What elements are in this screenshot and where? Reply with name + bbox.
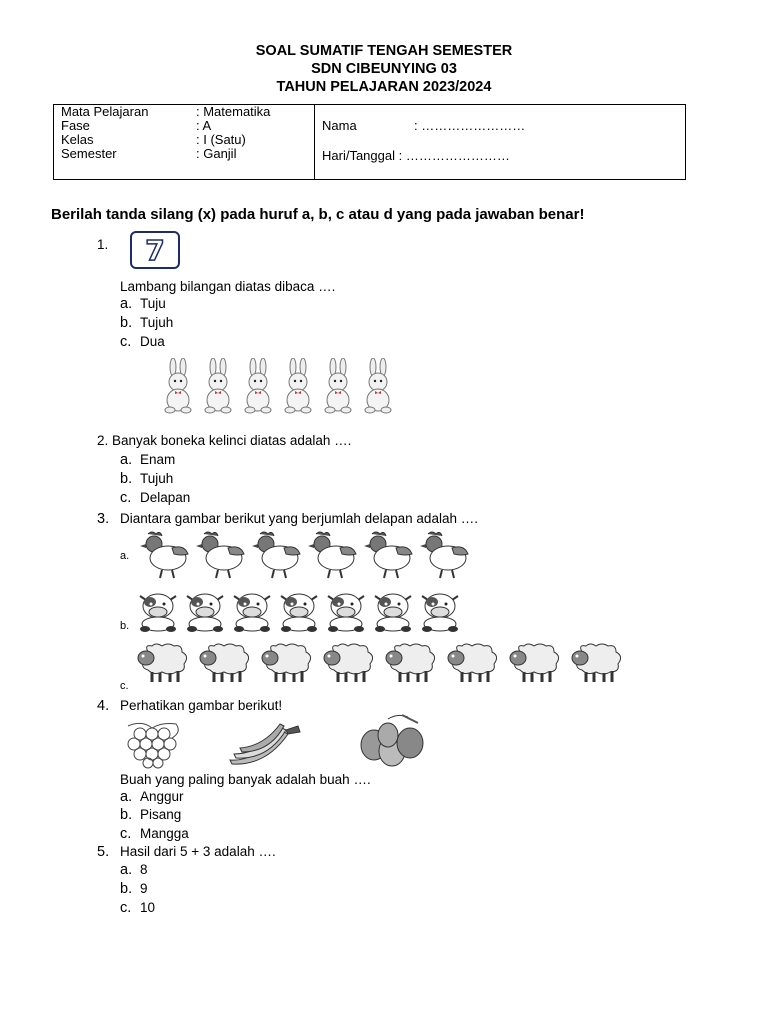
nama-label: Nama xyxy=(322,118,357,133)
sheep-icon xyxy=(384,642,440,686)
sheep-icon xyxy=(198,642,254,686)
q3-question xyxy=(97,510,478,528)
kelas-value: : I (Satu) xyxy=(196,132,246,147)
hari-value: : …………………… xyxy=(398,148,510,163)
chicken-icon xyxy=(250,530,302,580)
nama-value: : …………………… xyxy=(414,118,526,133)
info-left-cell xyxy=(54,105,315,180)
q3-label-c[interactable]: c. xyxy=(120,680,129,692)
sheep-icon xyxy=(322,642,378,686)
chicken-icon xyxy=(138,530,190,580)
q4-number: 4. xyxy=(97,698,110,714)
cow-icon xyxy=(277,590,321,632)
q5-option-b[interactable]: b. 9 xyxy=(120,881,148,897)
sheep-row[interactable] xyxy=(136,642,628,690)
q4-option-a[interactable]: a. Anggur xyxy=(120,789,184,805)
hari-label: Hari/Tanggal xyxy=(322,148,395,163)
doc-title: SOAL SUMATIF TENGAH SEMESTER xyxy=(255,43,513,59)
instruction: Berilah tanda silang (x) pada huruf a, b, c atau d yang pada jawaban benar! xyxy=(51,206,585,223)
q4-question xyxy=(97,697,282,715)
sheep-icon xyxy=(570,642,626,686)
chicken-icon xyxy=(418,530,470,580)
q3-label-a[interactable]: a. xyxy=(120,550,130,562)
sheep-icon xyxy=(260,642,316,686)
q1-number: 1. xyxy=(97,237,109,252)
fase-value: : A xyxy=(196,118,212,133)
school-name: SDN CIBEUNYING 03 xyxy=(311,61,457,77)
q1-option-a[interactable]: a. Tuju xyxy=(120,296,166,312)
chicken-icon xyxy=(362,530,414,580)
banana-icon xyxy=(226,722,304,766)
kelas-label: Kelas xyxy=(61,132,94,147)
q2-option-b[interactable]: b. Tujuh xyxy=(120,471,174,487)
chicken-icon xyxy=(306,530,358,580)
q1-text: Lambang bilangan diatas dibaca …. xyxy=(120,279,336,294)
cow-icon xyxy=(371,590,415,632)
q5-option-a[interactable]: a. 8 xyxy=(120,862,148,878)
chicken-icon xyxy=(194,530,246,580)
q3-text: Diantara gambar berikut yang berjumlah delapan adalah …. xyxy=(120,511,478,526)
mango-icon xyxy=(358,713,428,773)
semester-value: : Ganjil xyxy=(196,146,237,161)
q4-text: Perhatikan gambar berikut! xyxy=(120,698,283,713)
number-symbol: 7 xyxy=(145,233,165,267)
rabbit-row xyxy=(160,358,400,414)
q4-option-b[interactable]: b. Pisang xyxy=(120,807,182,823)
q3-number: 3. xyxy=(97,511,110,527)
cow-row[interactable] xyxy=(136,590,466,632)
cow-icon xyxy=(324,590,368,632)
rabbit-icon xyxy=(280,358,316,414)
q2-option-c[interactable]: c. Delapan xyxy=(120,490,191,506)
info-table xyxy=(53,104,686,180)
q2-text: 2. Banyak boneka kelinci diatas adalah …. xyxy=(97,433,352,448)
q3-label-b[interactable]: b. xyxy=(120,620,130,632)
q1-option-b[interactable]: b. Tujuh xyxy=(120,315,174,331)
sheep-icon xyxy=(446,642,502,686)
fase-label: Fase xyxy=(61,118,90,133)
mapel-value: : Matematika xyxy=(196,104,271,119)
cow-icon xyxy=(418,590,462,632)
number-symbol-box xyxy=(130,231,180,269)
q1-option-c[interactable]: c. Dua xyxy=(120,334,165,350)
grapes-icon xyxy=(122,718,188,770)
rabbit-icon xyxy=(320,358,356,414)
sheep-icon xyxy=(136,642,192,686)
q5-number: 5. xyxy=(97,844,110,860)
chicken-row[interactable] xyxy=(138,530,468,580)
cow-icon xyxy=(183,590,227,632)
rabbit-icon xyxy=(200,358,236,414)
q4-option-c[interactable]: c. Mangga xyxy=(120,826,189,842)
q5-text: Hasil dari 5 + 3 adalah …. xyxy=(120,844,276,859)
info-right-cell xyxy=(315,105,686,180)
sheep-icon xyxy=(508,642,564,686)
q5-option-c[interactable]: c. 10 xyxy=(120,900,156,916)
mapel-label: Mata Pelajaran xyxy=(61,104,149,119)
q2-option-a[interactable]: a. Enam xyxy=(120,452,176,468)
school-year: TAHUN PELAJARAN 2023/2024 xyxy=(276,79,492,95)
rabbit-icon xyxy=(160,358,196,414)
q5-question xyxy=(97,843,276,861)
cow-icon xyxy=(230,590,274,632)
rabbit-icon xyxy=(240,358,276,414)
q4-text2: Buah yang paling banyak adalah buah …. xyxy=(120,772,371,787)
semester-label: Semester xyxy=(61,146,117,161)
rabbit-icon xyxy=(360,358,396,414)
cow-icon xyxy=(136,590,180,632)
